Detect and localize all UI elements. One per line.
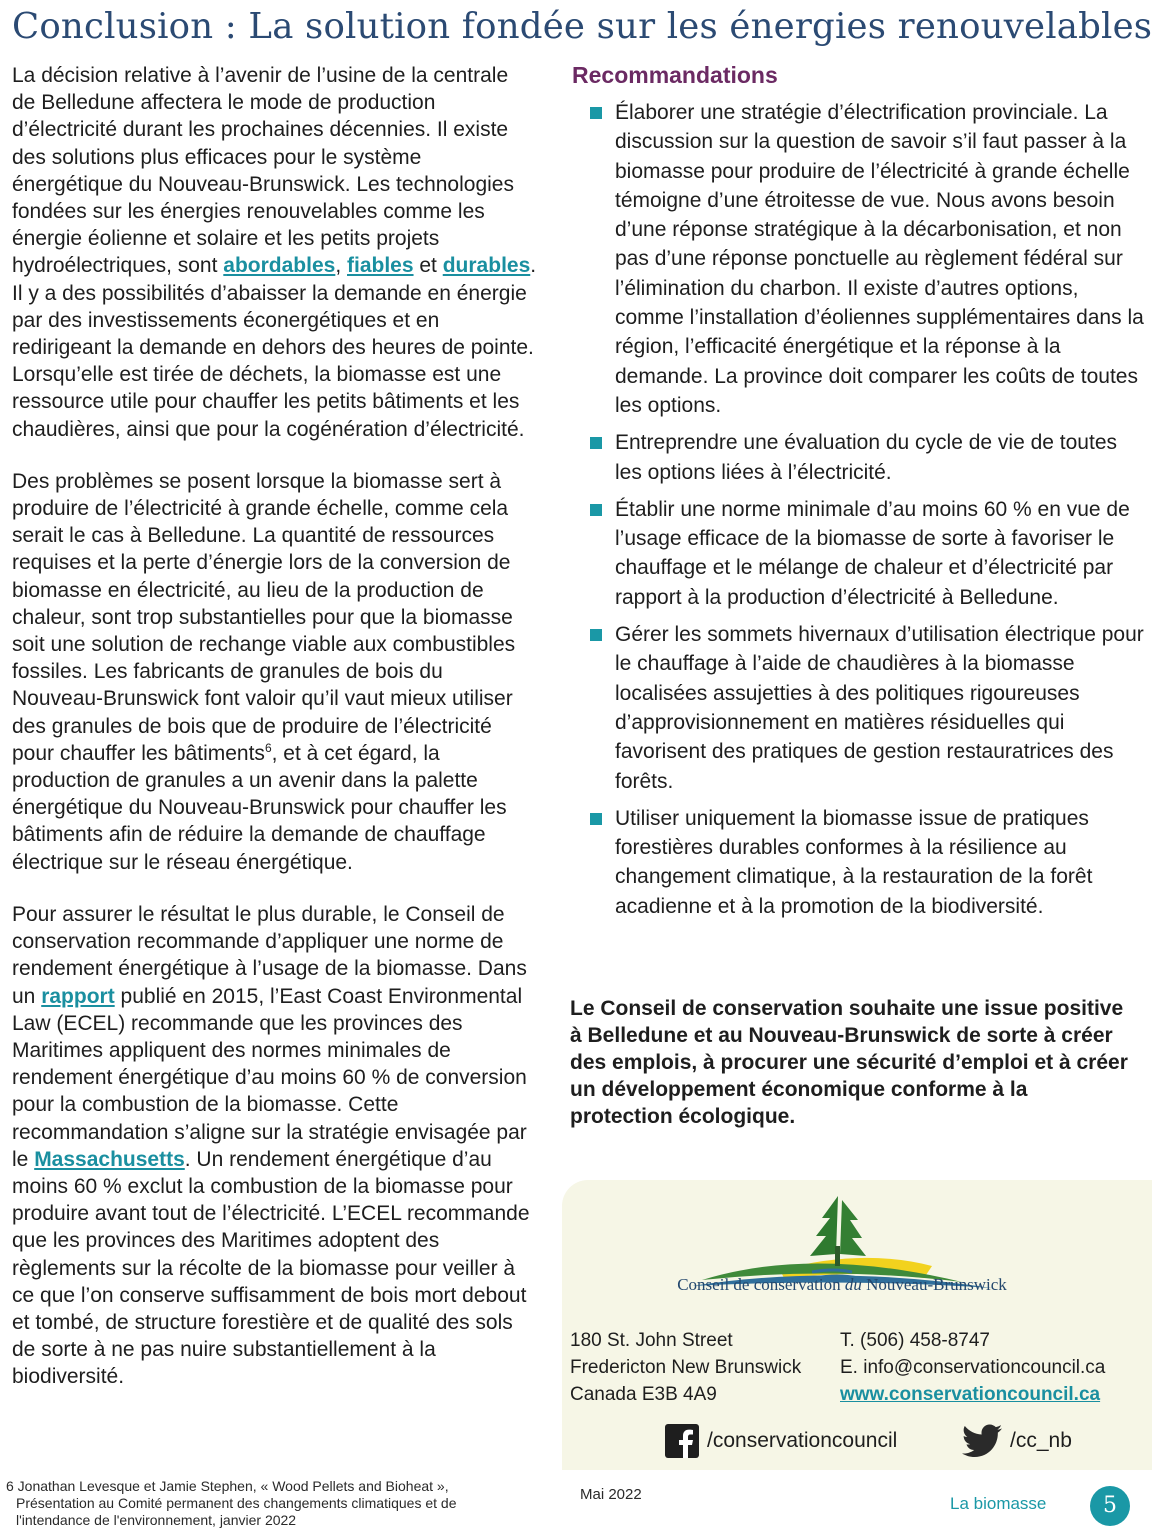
twitter-handle: /cc_nb bbox=[1010, 1429, 1072, 1452]
link-rapport[interactable]: rapport bbox=[41, 984, 115, 1008]
address-line: Fredericton New Brunswick bbox=[570, 1357, 802, 1378]
paragraph-2: Des problèmes se posent lorsque la biomasse sert à produire de l’électricité à grande échelle, comme cela serait le cas à Belledune. La quantité de ressources requises et la perte d’énergie lors de la conversion de biomasse en électricité, au lieu de la production de chaleur, sont trop substantielles pour que la biomasse soit une solution de rechange viable aux combustibles fossiles. Les fabricants de granules de bois du Nouveau-Brunswick font valoir qu’il vaut mieux utiliser des granules de bois que de produire de l’électricité pour chauffer les bâtiments$^6$, et à cet égard, la production de granules a un avenir dans la palette énergétique du Nouveau-Brunswick pour chauffer les bâtiments afin de réduire la demande de chauffage électrique sur le réseau énergétique. bbox=[12, 469, 516, 874]
main-text-column bbox=[12, 62, 537, 1416]
email-address[interactable]: E. info@conservationcouncil.ca bbox=[840, 1357, 1106, 1378]
footnote-ref: 6 bbox=[264, 740, 272, 755]
page-title: Conclusion : La solution fondée sur les énergies renouvelables bbox=[12, 6, 1153, 47]
facebook-handle: /conservationcouncil bbox=[707, 1429, 898, 1452]
contact-card bbox=[562, 1180, 1152, 1470]
website-link[interactable]: www.conservationcouncil.ca bbox=[840, 1384, 1101, 1405]
list-item: Établir une norme minimale d’au moins 60 % en vue de l’usage efficace de la biomasse de sorte à favoriser le chauffage et le mélange de chaleur et d’électricité par rapport à la production d’électricité à Belledune. bbox=[590, 495, 1145, 612]
list-item: Gérer les sommets hivernaux d’utilisation électrique pour le chauffage à l’aide de chaudières à la biomasse localisées assujetties à des politiques rigoureuses d’approvisionnement en matières résiduelles qui favorisent des pratiques de gestion restauratrices des forêts. bbox=[590, 620, 1145, 796]
paragraph-1: La décision relative à l’avenir de l’usine de la centrale de Belledune affectera le mode de production d’électricité durant les prochaines décennies. Il existe des solutions plus efficaces pour le système énergétique du Nouveau-Brunswick. Les technologies fondées sur les énergies renouvelables comme les énergie éolienne et solaire et les petits projets hydroélectriques, sont abordables, fiables et durables. Il y a des possibilités d’abaisser la demande en énergie par des investissements éconergétiques et en redirigeant la demande en dehors des heures de pointe. Lorsqu’elle est tirée de déchets, la biomasse est une ressource utile pour chauffer les petits bâtiments et les chaudières, ainsi que pour la cogénération d’électricité. bbox=[12, 64, 537, 441]
footnote: 6 Jonathan Levesque et Jamie Stephen, « Wood Pellets and Bioheat », Présentation au Comité permanent des changements climatiques et de l'intendance de l'environnement, janvier 2022 bbox=[6, 1478, 457, 1528]
section-label: La biomasse bbox=[950, 1494, 1047, 1513]
closing-statement: Le Conseil de conservation souhaite une issue positive à Belledune et au Nouveau-Brunswick de sorte à créer des emplois, à procurer une sécurité d’emploi et à créer un développement économique conforme à la protection écologique. bbox=[570, 997, 1128, 1128]
twitter-icon bbox=[962, 1424, 1002, 1458]
link-abordables[interactable]: abordables bbox=[223, 254, 336, 278]
recommendations-heading: Recommandations bbox=[572, 62, 778, 88]
address-block bbox=[570, 1327, 850, 1408]
list-item: Entreprendre une évaluation du cycle de vie de toutes les options liées à l’électricité. bbox=[590, 428, 1145, 487]
org-name: Conseil de conservation du Nouveau-Brunswick bbox=[677, 1275, 1007, 1294]
twitter-link[interactable] bbox=[962, 1424, 1072, 1458]
recommendations-list bbox=[590, 98, 1145, 929]
link-fiables[interactable]: fiables bbox=[347, 254, 414, 278]
list-item: Utiliser uniquement la biomasse issue de pratiques forestières durables conformes à la résilience au changement climatique, à la restauration de la forêt acadienne et à la promotion de la biodiversité. bbox=[590, 804, 1145, 921]
square-bullet-icon bbox=[590, 504, 602, 516]
list-item: Élaborer une stratégie d’électrification provinciale. La discussion sur la question de savoir s’il faut passer à la biomasse pour produire de l’électricité à grande échelle témoigne d’une étroitesse de vue. Nous avons besoin d’une réponse stratégique à la décarbonisation, et non pas d’une réponse ponctuelle au règlement fédéral sur l’élimination du charbon. Il existe d’autres options, comme l’installation d’éoliennes supplémentaires dans la région, l’efficacité énergétique et la réponse à la demande. La province doit comparer les coûts de toutes les options. bbox=[590, 98, 1145, 420]
square-bullet-icon bbox=[590, 629, 602, 641]
square-bullet-icon bbox=[590, 437, 602, 449]
facebook-link[interactable] bbox=[665, 1424, 897, 1458]
square-bullet-icon bbox=[590, 107, 602, 119]
contact-details bbox=[840, 1327, 1150, 1408]
page-number: 5 bbox=[1090, 1486, 1130, 1526]
link-massachusetts[interactable]: Massachusetts bbox=[34, 1147, 185, 1171]
address-line: 180 St. John Street bbox=[570, 1330, 733, 1351]
address-line: Canada E3B 4A9 bbox=[570, 1384, 717, 1405]
publication-date: Mai 2022 bbox=[580, 1486, 642, 1503]
phone-number: T. (506) 458-8747 bbox=[840, 1330, 990, 1351]
link-durables[interactable]: durables bbox=[442, 254, 531, 278]
facebook-icon bbox=[665, 1424, 699, 1458]
square-bullet-icon bbox=[590, 813, 602, 825]
paragraph-3: Pour assurer le résultat le plus durable, le Conseil de conservation recommande d’appliquer une norme de rendement énergétique à l’usage de la biomasse. Dans un rapport publié en 2015, l’East Coast Environmental Law (ECEL) recommande que les provinces des Maritimes appliquent des normes minimales de rendement énergétique d’au moins 60 % de conversion pour la combustion de la biomasse. Cette recommandation s’aligne sur la stratégie envisagée par le Massachusetts. Un rendement énergétique d’au moins 60 % exclut la combustion de la biomasse pour produire avant tout de l’électricité. L’ECEL recommande que les provinces des Maritimes adoptent des règlements sur la récolte de la biomasse pour veiller à ce que l’on conserve suffisamment de bois mort debout et tombé, de structure forestière et de qualité des sols de sorte à ne pas nuire substantiellement à la biodiversité. bbox=[12, 902, 530, 1389]
